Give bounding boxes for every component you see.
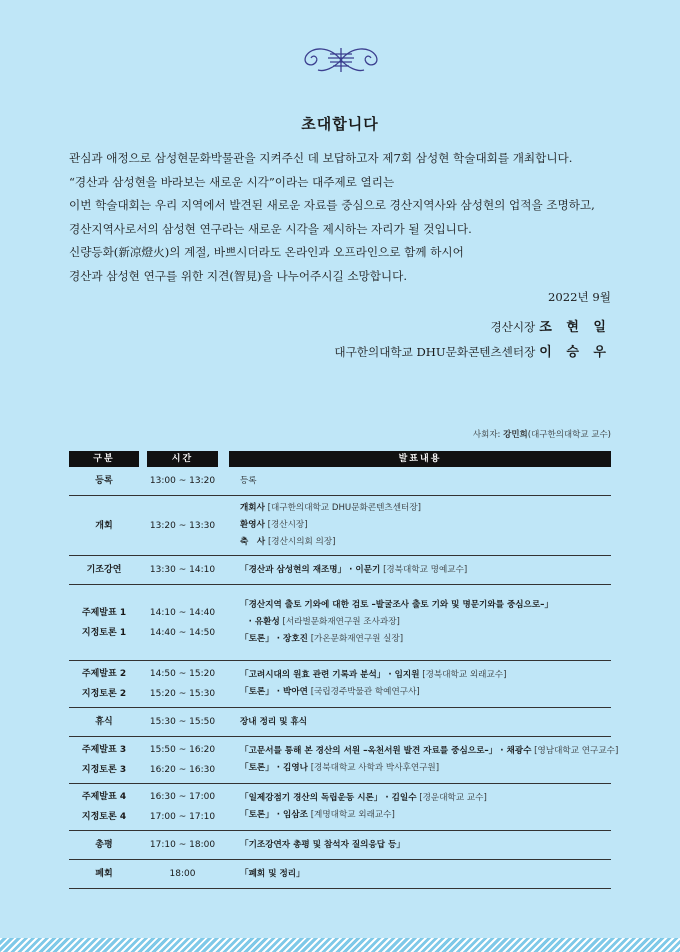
- row-content: [240, 860, 611, 888]
- row-content: [240, 737, 619, 783]
- category-label: 휴식: [95, 717, 113, 727]
- content-line: [240, 714, 611, 731]
- time-label: 13:20 ~ 13:30: [149, 520, 216, 531]
- row-content: [240, 585, 611, 660]
- content-affiliation: [경산시의회 의장]: [267, 537, 336, 547]
- table-row: [69, 467, 611, 496]
- time-label: 13:30 ~ 14:10: [149, 565, 216, 575]
- header-category: 구분: [69, 451, 139, 467]
- row-category: [69, 784, 139, 830]
- content-line: [240, 866, 611, 883]
- signer-role: 대구한의대학교 DHU문화콘텐츠센터장: [334, 345, 536, 359]
- table-row: [69, 661, 611, 708]
- letter-line: “경산과 삼성현을 바라보는 새로운 시각”이라는 대주제로 열리는: [69, 174, 395, 189]
- time-label: 17:00 ~ 17:10: [149, 812, 216, 822]
- row-category: [69, 556, 139, 584]
- time-label: 14:50 ~ 15:20: [149, 669, 216, 679]
- content-line: [240, 743, 619, 760]
- row-category: [69, 585, 139, 660]
- moderator-name: 강민희: [503, 430, 528, 440]
- content-affiliation: [경북대학교 외래교수]: [422, 670, 507, 680]
- content-line: [240, 597, 611, 614]
- category-label: 주제발표 1: [81, 607, 127, 618]
- row-content: [240, 661, 611, 707]
- category-label: 총평: [95, 840, 113, 850]
- moderator-affiliation: (대구한의대학교 교수): [527, 430, 611, 440]
- category-label: 폐회: [95, 869, 113, 879]
- category-label: 기조강연: [86, 565, 122, 575]
- table-row: [69, 556, 611, 585]
- content-bold: 「기조강연자 총평 및 참석자 질의응답 등」: [240, 839, 405, 850]
- content-line: [240, 631, 611, 648]
- content-affiliation: [서라벌문화재연구원 조사과장]: [282, 617, 400, 627]
- signer-1: [490, 316, 611, 335]
- content-line: [240, 837, 611, 854]
- content-affiliation: [가온문화재연구원 실장]: [310, 634, 404, 644]
- content-line: [240, 614, 611, 631]
- letter-line: 신량등화(新凉燈火)의 계절, 바쁘시더라도 온라인과 오프라인으로 함께 하시어: [69, 245, 464, 260]
- content-affiliation: [영남대학교 연구교수]: [534, 746, 619, 756]
- header-content: 발표내용: [229, 451, 611, 467]
- row-content: [240, 496, 611, 555]
- content-bold: 장내 정리 및 휴식: [240, 716, 308, 727]
- header-time: 시간: [147, 451, 218, 467]
- content-line: [240, 667, 611, 684]
- category-label: 등록: [95, 476, 113, 486]
- content-affiliation: [경운대학교 교수]: [419, 793, 487, 803]
- content-bold: · 유환성: [240, 617, 280, 627]
- time-label: 13:00 ~ 13:20: [149, 476, 216, 486]
- letter-line: 경산과 삼성현 연구를 위한 지견(智見)을 나누어주시길 소망합니다.: [69, 268, 408, 283]
- row-content: [240, 708, 611, 736]
- row-time: [147, 556, 218, 584]
- table-row: [69, 831, 611, 860]
- row-time: [147, 496, 218, 555]
- letter-line: 경산지역사로서의 삼성현 연구라는 새로운 시각을 제시하는 자리가 될 것입니다.: [69, 221, 472, 236]
- table-row: [69, 737, 619, 784]
- category-label: 주제발표 4: [81, 792, 127, 802]
- category-label: 지정토론 4: [81, 812, 127, 822]
- row-category: [69, 661, 139, 707]
- row-time: [147, 784, 218, 830]
- row-time: [147, 737, 218, 783]
- schedule-header: [69, 451, 611, 467]
- row-time: [147, 585, 218, 660]
- time-label: 16:30 ~ 17:00: [149, 792, 216, 802]
- content-line: [240, 562, 611, 579]
- content-bold: 「일제강점기 경산의 독립운동 시론」 · 김일수: [240, 793, 417, 803]
- category-label: 주제발표 3: [81, 745, 127, 755]
- row-time: [147, 708, 218, 736]
- table-row: [69, 708, 611, 737]
- category-label: 지정토론 2: [81, 689, 127, 699]
- row-time: [147, 467, 218, 495]
- letter-line: 이번 학술대회는 우리 지역에서 발견된 새로운 자료를 중심으로 경산지역사와 삼성현의 업적을 조명하고,: [69, 198, 595, 213]
- time-label: 15:20 ~ 15:30: [149, 689, 216, 699]
- time-label: 15:50 ~ 16:20: [149, 745, 216, 755]
- row-content: [240, 784, 611, 830]
- time-label: 18:00: [169, 869, 196, 879]
- content-affiliation: [경북대학교 명예교수]: [383, 564, 468, 575]
- invitation-letter: [69, 147, 629, 289]
- table-row: [69, 860, 611, 889]
- flourish-ornament-icon: [300, 42, 382, 78]
- content-affiliation: [경산시장]: [267, 520, 308, 530]
- content-bold: 「고문서를 통해 본 경산의 서원 –옥천서원 발견 자료를 중심으로–」 · 채광수: [240, 746, 532, 756]
- content-line: [240, 760, 611, 777]
- moderator-info: [473, 428, 611, 440]
- page-title: 초대합니다: [301, 115, 379, 133]
- content-bold: 「토론」 · 김영나: [240, 763, 308, 773]
- content-bold: 「토론」 · 임삼조: [240, 810, 308, 820]
- time-label: 17:10 ~ 18:00: [149, 840, 216, 850]
- content-bold: 「경산과 삼성현의 재조명」 · 이문기: [240, 564, 381, 575]
- content-line: [240, 684, 611, 701]
- row-time: [147, 860, 218, 888]
- content-affiliation: [계명대학교 외래교수]: [310, 810, 395, 820]
- time-label: 14:10 ~ 14:40: [149, 607, 216, 618]
- content-line: [240, 534, 611, 551]
- content-bold: 「고려시대의 원효 관련 기록과 분석」 · 임지원: [240, 670, 420, 680]
- content-line: [240, 517, 611, 534]
- footer-stripe: [0, 938, 680, 952]
- signer-name: 이 승 우: [539, 345, 611, 360]
- row-content: [240, 556, 611, 584]
- content-affiliation: [경북대학교 사학과 박사후연구원]: [310, 763, 440, 773]
- row-category: [69, 496, 139, 555]
- time-label: 16:20 ~ 16:30: [149, 765, 216, 775]
- time-label: 14:40 ~ 14:50: [149, 627, 216, 638]
- signer-name: 조 현 일: [539, 320, 611, 335]
- content-bold: 축 사: [240, 537, 266, 547]
- category-label: 지정토론 1: [81, 627, 127, 638]
- row-category: [69, 737, 139, 783]
- content-bold: 「폐회 및 정리」: [240, 868, 305, 879]
- row-category: [69, 708, 139, 736]
- row-category: [69, 860, 139, 888]
- category-label: 주제발표 2: [81, 669, 127, 679]
- content-line: [240, 807, 611, 824]
- signer-role: 경산시장: [490, 320, 536, 334]
- content-bold: 「경산지역 출토 기와에 대한 검토 –발굴조사 출토 기와 및 명문기와를 중심으로–」: [240, 600, 554, 610]
- table-row: [69, 784, 611, 831]
- row-category: [69, 831, 139, 859]
- content-line: [240, 500, 611, 517]
- content-text: 등록: [240, 475, 257, 486]
- content-affiliation: [국립경주박물관 학예연구사]: [310, 687, 420, 697]
- content-line: [240, 790, 611, 807]
- signer-2: [334, 341, 611, 360]
- row-content: [240, 831, 611, 859]
- letter-line: 관심과 애정으로 삼성현문화박물관을 지켜주신 데 보답하고자 제7회 삼성현 학술대회를 개최합니다.: [69, 151, 573, 165]
- time-label: 15:30 ~ 15:50: [149, 717, 216, 727]
- moderator-label: 사회자:: [472, 430, 501, 440]
- content-line: [240, 473, 611, 490]
- row-category: [69, 467, 139, 495]
- content-bold: 개회사: [240, 503, 265, 513]
- table-row: [69, 585, 611, 661]
- row-content: [240, 467, 611, 495]
- category-label: 지정토론 3: [81, 765, 127, 775]
- letter-date: 2022년 9월: [548, 290, 611, 304]
- content-bold: 「토론」 · 박아연: [240, 687, 308, 697]
- row-time: [147, 831, 218, 859]
- content-affiliation: [대구한의대학교 DHU문화콘텐츠센터장]: [267, 503, 421, 513]
- schedule-table: [69, 451, 619, 889]
- row-time: [147, 661, 218, 707]
- table-row: [69, 496, 611, 556]
- content-bold: 환영사: [240, 520, 265, 530]
- content-bold: 「토론」 · 장호진: [240, 634, 308, 644]
- category-label: 개회: [95, 520, 113, 531]
